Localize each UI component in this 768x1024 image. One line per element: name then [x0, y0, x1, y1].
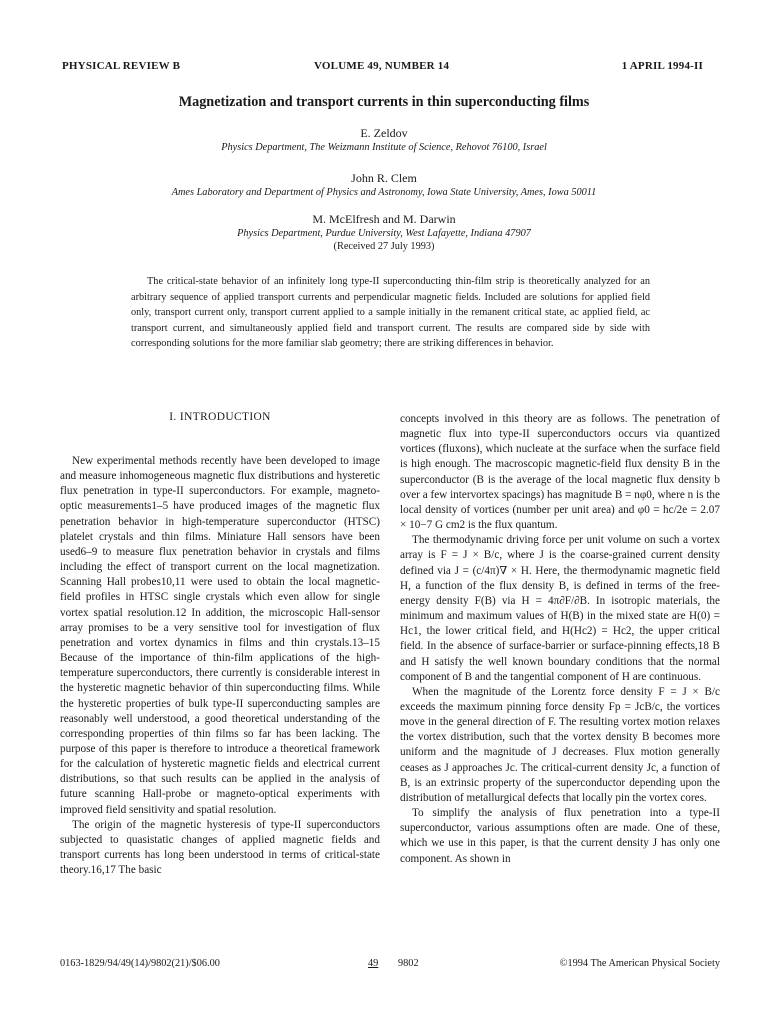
paragraph: concepts involved in this theory are as follows. The penetration of magnetic flux into type-II superconductors occurs via quantized vortices (fluxons), which nucleate at the surface when the surface field is high enough. The macroscopic magnetic-field flux density B in the superconductor (B is the average of the local magnetic flux density b over a few intervortex spacings) has magnitude B = nφ0, where n is the local density of vortices (number per unit area) and φ0 = hc/2e = 2.07 × 10−7 G cm2 is the flux quantum.: [400, 413, 720, 532]
paragraph: The origin of the magnetic hysteresis of type-II superconductors subjected to quasistatic changes of applied magnetic fields and transport currents has long been understood in terms of critical-state theory.16,17 The basic: [60, 818, 380, 877]
page-number: 9802: [398, 958, 419, 969]
paragraph: To simplify the analysis of flux penetration into a type-II superconductor, various assumptions often are made. One of these, which we use in this paper, is that the current density J has only one component. As shown in: [400, 807, 720, 865]
author-block-3: [40, 212, 728, 253]
paragraph: When the magnitude of the Lorentz force density F = J × B/c exceeds the maximum pinning force density Fp = JcB/c, the vortices move in the general direction of F. The resulting vortex motion relaxes the vortex distribution, such that the vortex density B becomes more uniform and the magnitude of J decreases. Flux motion generally ceases as J approaches Jc. The critical-current density Jc, a function of B, is an extrinsic property of the superconductor depending upon the distribution of metallurgical defects that locally pin the vortex cores.: [400, 685, 720, 804]
footer-volume: 49: [368, 958, 379, 969]
author-name: John R. Clem: [351, 171, 417, 185]
journal-name: PHYSICAL REVIEW B: [62, 60, 181, 72]
paragraph: New experimental methods recently have been developed to image and measure inhomogeneous magnetic flux distributions and hysteretic flux penetration in type-II superconductors. For example, magneto-optic measurements1–5 have produced images of the magnetic flux penetration behavior in high-temperature superconductor (HTSC) platelet crystals and thin films. Miniature Hall sensors have been used6–9 to measure flux penetration behavior in crystals and films including the effect of transport current on the local magnetization. Scanning Hall probes10,11 were used to obtain the local magnetic-field profiles in HTSC single crystals which even allow for single vortex spatial resolution.12 In addition, the microscopic Hall-sensor array promises to be a very sensitive tool for investigation of flux penetration and vortex dynamics in films and thin crystals.13–15 Because of the importance of thin-film applications of the high-temperature superconductors, there currently is considerable interest in the hysteretic magnetic behavior of thin superconducting films. While the hysteretic properties of bulk type-II superconducting samples are reasonably well understood, a good theoretical understanding of the corresponding properties of thin films so far has been lacking. The purpose of this paper is therefore to introduce a theoretical framework for the calculation of hysteretic magnetic fields and electrical current distributions, so that such results can be applied in the analysis of future scanning Hall-probe or magneto-optical experiments with improved field sensitivity and spatial resolution.: [60, 455, 380, 816]
issue-date: 1 APRIL 1994-II: [621, 60, 703, 72]
author-name: E. Zeldov: [360, 126, 408, 140]
abstract: The critical-state behavior of an infinitely long type-II superconducting thin-film strip is theoretically analyzed for an arbitrary sequence of applied transport currents and perpendicular magnetic fields. Included are solutions for applied field only, transport current only, transport current applied to a sample initially in the remanent critical state, ac applied field, ac transport current, and simultaneously applied field and transport current. The results are compared side by side with corresponding solutions for the more familiar slab geometry; there are striking differences in behavior.: [131, 276, 650, 349]
copyright: ©1994 The American Physical Society: [559, 958, 720, 969]
volume-number: VOLUME 49, NUMBER 14: [314, 60, 450, 72]
received-date: (Received 27 July 1993): [333, 241, 435, 252]
author-affiliation: Physics Department, The Weizmann Institute of Science, Rehovot 76100, Israel: [221, 142, 547, 153]
author-name: M. McElfresh and M. Darwin: [312, 212, 456, 226]
paper-title: Magnetization and transport currents in thin superconducting films: [178, 94, 590, 110]
right-column: [400, 412, 720, 867]
author-block-2: [40, 171, 728, 199]
author-block-1: [40, 126, 728, 154]
section-heading: I. INTRODUCTION: [169, 411, 271, 423]
author-affiliation: Physics Department, Purdue University, West Lafayette, Indiana 47907: [237, 228, 531, 239]
publication-code: 0163-1829/94/49(14)/9802(21)/$06.00: [60, 958, 220, 969]
left-column: [60, 410, 380, 878]
paragraph: The thermodynamic driving force per unit volume on such a vortex array is F = J × B/c, where J is the coarse-grained current density defined via J = (c/4π)∇ × H. Here, the thermodynamic magnetic field H, a function of the flux density B, is defined in terms of the free-energy density F(B) via H = 4π∂F/∂B. In isotropic materials, the minimum and maximum values of H(B) in the mixed state are H(0) = Hc1, the lower critical field, and H(Hc2) = Hc2, the upper critical field. In the absence of surface-barrier or surface-pinning effects,18 B and H satisfy the well known boundary conditions that the normal component of B and the tangential component of H are continuous.: [400, 534, 720, 683]
running-header: [62, 60, 703, 76]
page-footer: [60, 958, 720, 972]
author-affiliation: Ames Laboratory and Department of Physics and Astronomy, Iowa State University, Ames, Iowa 50011: [171, 187, 597, 198]
